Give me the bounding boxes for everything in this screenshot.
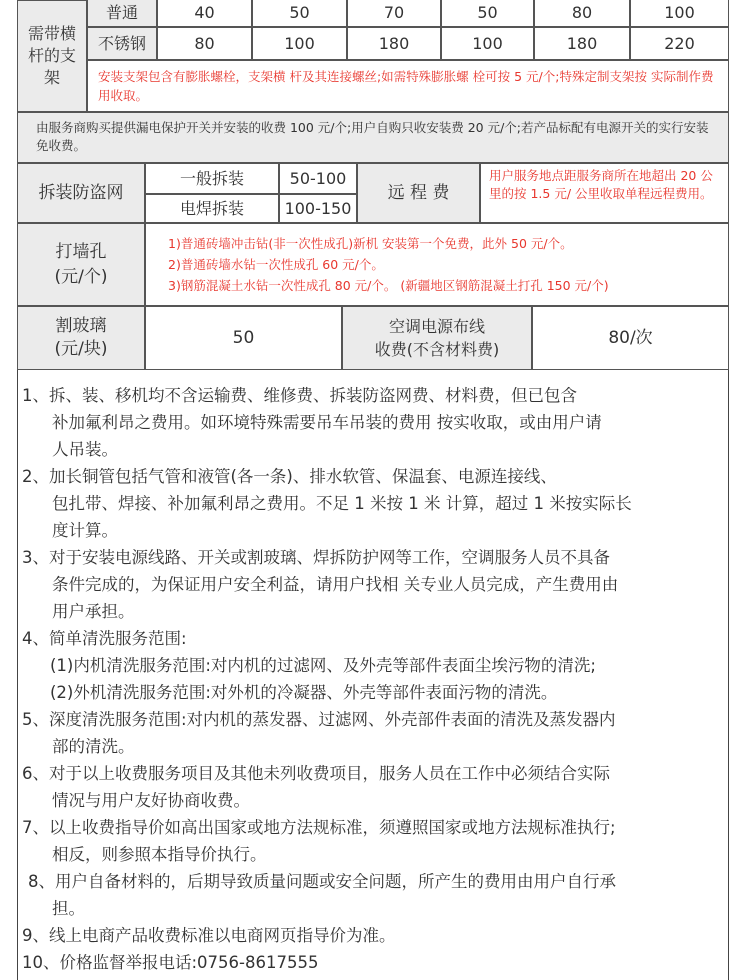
anti-theft-label: 拆装防盗网: [38, 183, 124, 203]
bracket-label: 需带横杆的支架: [27, 24, 76, 87]
bracket-row-1-value-5: 80: [571, 2, 593, 22]
anti-theft-price-cell: [279, 194, 357, 223]
glass-price: 50: [232, 328, 255, 348]
bracket-note-cell: [87, 60, 729, 112]
term-item: [18, 760, 728, 814]
term-9-line-1: 9、线上电商产品收费标准以电商网页指导价为准。: [22, 926, 396, 945]
anti-theft-type-cell: [145, 194, 279, 223]
bracket-cell: [252, 27, 347, 60]
term-item: [18, 544, 728, 625]
bracket-label-cell: [17, 0, 87, 112]
term-item: [18, 814, 728, 868]
term-item: [18, 706, 728, 760]
bracket-note: 安装支架包含有膨胀螺栓，支架横 杆及其连接螺丝;如需特殊膨胀螺 栓可按 5 元/个;特殊定制支架按 实际制作费用收取。: [98, 69, 714, 103]
bracket-row-2-material-cell: [87, 27, 157, 60]
bracket-row-2-value-5: 180: [566, 33, 598, 53]
bracket-cell: [630, 27, 729, 60]
bracket-row-1-value-2: 50: [289, 2, 310, 22]
leakage-note-cell: [17, 112, 729, 163]
term-item: [18, 868, 728, 922]
bracket-row-1-material-cell: [87, 0, 157, 27]
bracket-row-1-value-4: 50: [477, 2, 498, 22]
wall-hole-note-2: 2)普通砖墙水钻一次性成孔 60 元/个。: [168, 257, 384, 272]
glass-label-line2: (元/块): [54, 339, 108, 359]
bracket-row-2-value-4: 100: [472, 33, 503, 53]
wall-hole-label-line1: 打墙孔: [55, 241, 107, 262]
remote-fee-note-cell: [480, 163, 729, 223]
bracket-row-2-value-6: 220: [664, 33, 695, 53]
remote-fee-label: 远 程 费: [387, 183, 450, 203]
leakage-note: 由服务商购买提供漏电保护开关并安装的收费 100 元/个;用户自购只收安装费 20 元/个;若产品标配有电源开关的实行安装免收费。: [36, 120, 709, 153]
term-6-line-2: 情况与用户友好协商收费。: [52, 791, 250, 810]
bracket-cell: [630, 0, 729, 27]
term-6-line-1: 6、对于以上收费服务项目及其他未列收费项目，服务人员在工作中必须结合实际: [22, 764, 610, 783]
term-5-line-1: 5、深度清洗服务范围:对内机的蒸发器、过滤网、外壳部件表面的清洗及蒸发器内: [22, 710, 616, 729]
anti-theft-price-normal: 50-100: [289, 168, 347, 188]
glass-price-cell: [145, 306, 342, 370]
anti-theft-label-cell: [17, 163, 145, 223]
term-4-line-1: 4、简单清洗服务范围:: [22, 629, 187, 648]
term-2-line-1: 2、加长铜管包括气管和液管(各一条)、排水软管、保温套、电源连接线、: [22, 467, 557, 486]
term-4-line-3: (2)外机清洗服务范围:对外机的冷凝器、外壳等部件表面污物的清洗。: [50, 683, 558, 702]
term-item: [18, 922, 728, 949]
bracket-cell: [347, 27, 441, 60]
power-wiring-price: 80/次: [608, 328, 653, 348]
term-item: [18, 949, 728, 976]
wall-hole-note-3: 3)钢筋混凝土水钻一次性成孔 80 元/个。 (新疆地区钢筋混凝土打孔 150 元/个): [168, 278, 609, 293]
term-item: [18, 370, 728, 463]
bracket-cell: [157, 27, 252, 60]
bracket-cell: [441, 0, 534, 27]
term-2-line-3: 度计算。: [52, 521, 118, 540]
bracket-row-2-value-3: 180: [378, 33, 410, 53]
term-3-line-1: 3、对于安装电源线路、开关或割玻璃、焊拆防护网等工作，空调服务人员不具备: [22, 548, 610, 567]
bracket-cell: [157, 0, 252, 27]
bracket-row-1-value-6: 100: [664, 2, 695, 22]
power-wiring-label-line1: 空调电源布线: [388, 317, 485, 336]
term-10-line-1: 10、价格监督举报电话:0756-8617555: [22, 953, 319, 972]
anti-theft-type-normal: 一般拆装: [179, 168, 244, 188]
remote-fee-note: 用户服务地点距服务商所在地超出 20 公里的按 1.5 元/ 公里收取单程远程费用。: [489, 168, 713, 201]
term-5-line-2: 部的清洗。: [52, 737, 135, 756]
term-8-line-2: 担。: [52, 899, 85, 918]
term-4-line-2: (1)内机清洗服务范围:对内机的过滤网、及外壳等部件表面尘埃污物的清洗;: [50, 656, 596, 675]
bracket-row-2-value-2: 100: [284, 33, 315, 53]
power-wiring-label-cell: [342, 306, 532, 370]
term-3-line-3: 用户承担。: [52, 602, 135, 621]
bracket-row-1-value-1: 40: [194, 2, 215, 22]
power-wiring-label-line2: 收费(不含材料费): [374, 340, 500, 359]
glass-label-cell: [17, 306, 145, 370]
term-item: [18, 625, 728, 706]
term-1-line-2: 补加氟利昂之费用。如环境特殊需要吊车吊装的费用 按实收取，或由用户请: [52, 413, 602, 432]
term-8-line-1: 8、用户自备材料的，后期导致质量问题或安全问题，所产生的费用由用户自行承: [28, 872, 616, 891]
wall-hole-label-line2: (元/个): [54, 266, 108, 287]
term-2-line-2: 包扎带、焊接、补加氟利昂之费用。不足 1 米按 1 米 计算，超过 1 米按实际长: [52, 494, 632, 513]
term-1-line-1: 1、拆、装、移机均不含运输费、维修费、拆装防盗网费、材料费，但已包含: [22, 386, 577, 405]
remote-fee-label-cell: [357, 163, 480, 223]
bracket-row-1-material: 普通: [105, 2, 138, 22]
anti-theft-price-welding: 100-150: [284, 198, 352, 218]
wall-hole-note-1: 1)普通砖墙冲击钻(非一次性成孔)新机 安装第一个免费，此外 50 元/个。: [168, 236, 573, 251]
power-wiring-price-cell: [532, 306, 729, 370]
bracket-cell: [347, 0, 441, 27]
anti-theft-price-cell: [279, 163, 357, 194]
term-3-line-2: 条件完成的，为保证用户安全利益，请用户找相 关专业人员完成，产生费用由: [52, 575, 619, 594]
wall-hole-label-cell: [17, 223, 145, 306]
bracket-row-2-material: 不锈钢: [97, 33, 146, 53]
term-7-line-2: 相反，则参照本指导价执行。: [52, 845, 267, 864]
bracket-cell: [534, 27, 630, 60]
bracket-row-1-value-3: 70: [383, 2, 405, 22]
anti-theft-type-welding: 电焊拆装: [179, 198, 244, 218]
term-7-line-1: 7、以上收费指导价如高出国家或地方法规标准，须遵照国家或地方法规标准执行;: [22, 818, 616, 837]
wall-hole-notes-cell: [145, 223, 729, 306]
terms-list: [18, 370, 728, 976]
bracket-cell: [441, 27, 534, 60]
term-item: [18, 463, 728, 544]
bracket-cell: [534, 0, 630, 27]
anti-theft-type-cell: [145, 163, 279, 194]
bracket-cell: [252, 0, 347, 27]
bracket-row-2-value-1: 80: [194, 33, 215, 53]
term-1-line-3: 人吊装。: [52, 440, 118, 459]
glass-label-line1: 割玻璃: [55, 316, 107, 336]
